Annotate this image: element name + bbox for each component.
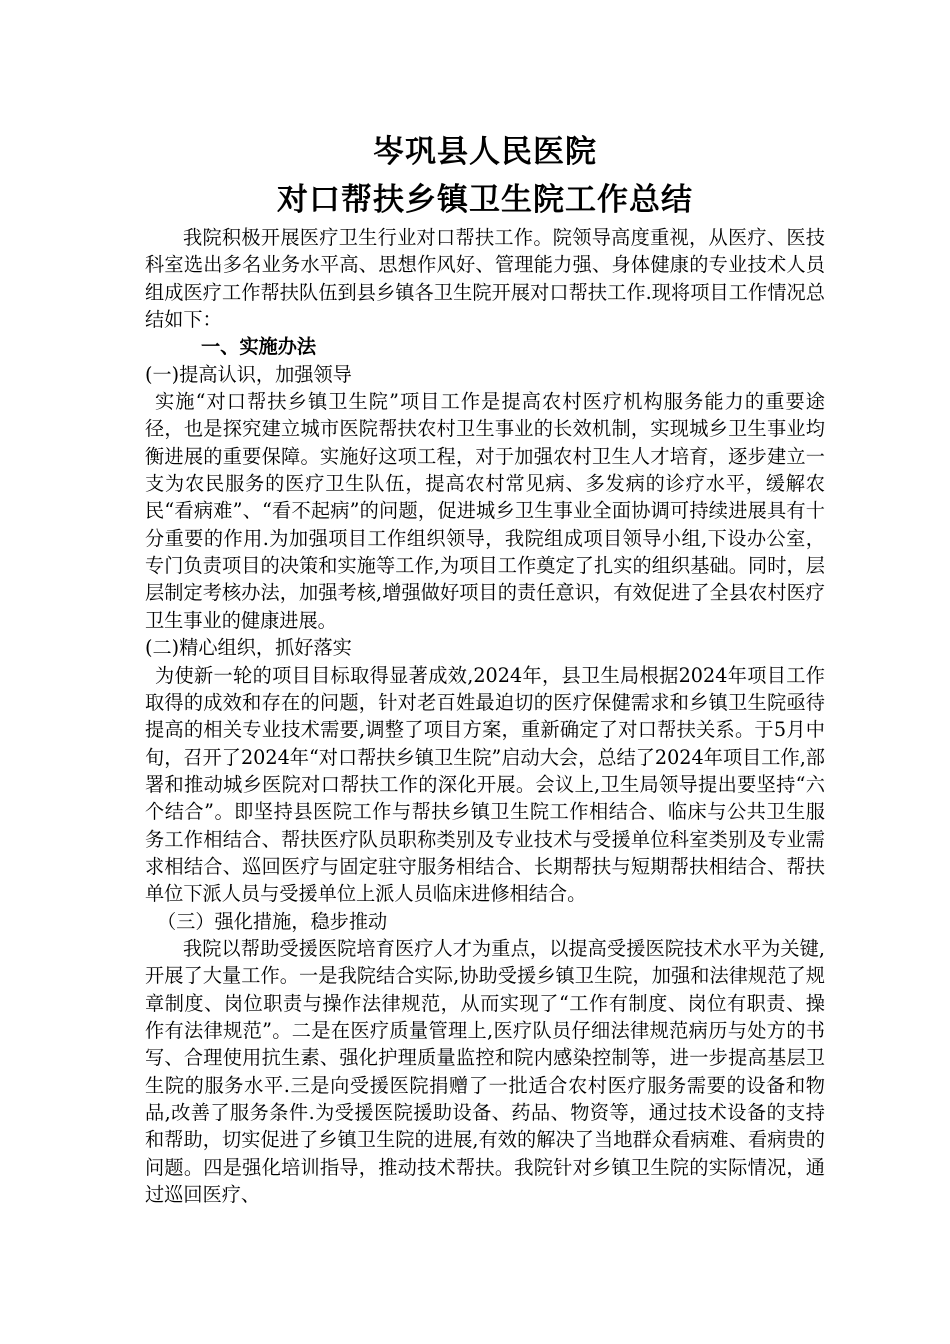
subsection-body-2: 为使新一轮的项目目标取得显著成效,2024年，县卫生局根据2024年项目工作取得的成效和存在的问题，针对老百姓最迫切的医疗保健需求和乡镇卫生院亟待提高的相关专业技术需要,调整了项目方案，重新确定了对口帮扶关系。于5月中旬，召开了2024年“对口帮扶乡镇卫生院”启动大会，总结了2024年项目工作,部署和推动城乡医院对口帮扶工作的深化开展。会议上,卫生局领导提出要坚持“六个结合”。即坚持县医院工作与帮扶乡镇卫生院工作相结合、临床与公共卫生服务工作相结合、帮扶医疗队员职称类别及专业技术与受援单位科室类别及专业需求相结合、巡回医疗与固定驻守服务相结合、长期帮扶与短期帮扶相结合、帮扶单位下派人员与受援单位上派人员临床进修相结合。 xyxy=(145,663,825,906)
subsection-heading-2: (二)精心组织，抓好落实 xyxy=(145,636,352,660)
subsection-heading-3: （三）强化措施，稳步推动 xyxy=(157,909,388,933)
document-title-line1: 岑巩县人民医院 xyxy=(373,134,597,170)
intro-paragraph: 我院积极开展医疗卫生行业对口帮扶工作。院领导高度重视，从医疗、医技科室选出多名业务水平高、思想作风好、管理能力强、身体健康的专业技术人员组成医疗工作帮扶队伍到县乡镇各卫生院开展对口帮扶工作.现将项目工作情况总结如下： xyxy=(145,226,825,332)
subsection-heading-1: (一)提高认识，加强领导 xyxy=(145,362,352,386)
document-body xyxy=(145,128,825,1208)
section-heading-implementation: 一、实施办法 xyxy=(201,335,317,359)
subsection-body-3: 我院以帮助受援医院培育医疗人才为重点，以提高受援医院技术水平为关键,开展了大量工作。一是我院结合实际,协助受援乡镇卫生院，加强和法律规范了规章制度、岗位职责与操作法律规范，从而实现了“工作有制度、岗位有职责、操作有法律规范”。二是在医疗质量管理上,医疗队员仔细法律规范病历与处方的书写、合理使用抗生素、强化护理质量监控和院内感染控制等，进一步提高基层卫生院的服务水平.三是向受援医院捐赠了一批适合农村医疗服务需要的设备和物品,改善了服务条件.为受援医院援助设备、药品、物资等，通过技术设备的支持和帮助，切实促进了乡镇卫生院的进展,有效的解决了当地群众看病难、看病贵的问题。四是强化培训指导，推动技术帮扶。我院针对乡镇卫生院的实际情况，通过巡回医疗、 xyxy=(145,936,825,1207)
document-title-line2: 对口帮扶乡镇卫生院工作总结 xyxy=(277,182,693,218)
subsection-body-1: 实施“对口帮扶乡镇卫生院”项目工作是提高农村医疗机构服务能力的重要途径，也是探究建立城市医院帮扶农村卫生事业的长效机制，实现城乡卫生事业均衡进展的重要保障。实施好这项工程，对于加强农村卫生人才培育，逐步建立一支为农民服务的医疗卫生队伍，提高农村常见病、多发病的诊疗水平，缓解农民“看病难”、“看不起病”的问题，促进城乡卫生事业全面协调可持续进展具有十分重要的作用.为加强项目工作组织领导，我院组成项目领导小组,下设办公室，专门负责项目的决策和实施等工作,为项目工作奠定了扎实的组织基础。同时，层层制定考核办法，加强考核,增强做好项目的责任意识，有效促进了全县农村医疗卫生事业的健康进展。 xyxy=(145,390,825,632)
